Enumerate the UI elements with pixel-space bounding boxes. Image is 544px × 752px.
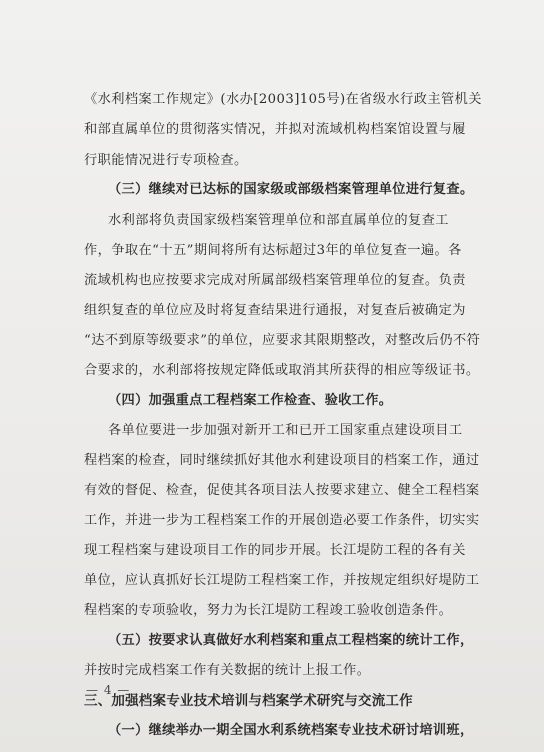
section-item-1: （一）继续举办一期全国水利系统档案专业技术研讨培训班，	[108, 723, 474, 738]
text-line: 程档案的检查，同时继续抓好其他水利建设项目的档案工作，通过	[84, 453, 480, 468]
text-line: 各单位要进一步加强对新开工和已开工国家重点建设项目工	[108, 423, 463, 438]
text-line: 现工程档案与建设项目工作的同步开展。长江堤防工程的各有关	[84, 543, 466, 558]
text-line: 和部直属单位的贯彻落实情况，并拟对流域机构档案馆设置与履	[84, 122, 466, 137]
section-heading: 三、加强档案专业技术培训与档案学术研究与交流工作	[84, 693, 413, 709]
text-line: 流域机构也应按要求完成对所属部级档案管理单位的复查。负责	[84, 273, 466, 288]
text-line: 程档案的专项验收，努力为长江堤防工程竣工验收创造条件。	[84, 603, 453, 618]
section-item-3: （三）继续对已达标的国家级或部级档案管理单位进行复查。	[108, 182, 474, 197]
text-line: 行职能情况进行专项检查。	[84, 153, 248, 168]
text-line: “达不到原等级要求”的单位，应要求其限期整改，对整改后仍不符	[84, 333, 481, 348]
text-line: 有效的督促、检查，促使其各项目法人按要求建立、健全工程档案	[84, 483, 480, 498]
text-line: 单位，应认真抓好长江堤防工程档案工作，并按规定组织好堤防工	[84, 573, 480, 588]
section-item-5: （五）按要求认真做好水利档案和重点工程档案的统计工作，	[108, 633, 474, 648]
text-line: 并按时完成档案工作有关数据的统计上报工作。	[84, 663, 371, 678]
page-number: — 4 —	[86, 683, 131, 697]
text-line: 合要求的，水利部将按规定降低或取消其所获得的相应等级证书。	[84, 363, 480, 378]
text-line: 《水利档案工作规定》(水办[2003]105号)在省级水行政主管机关	[84, 92, 482, 107]
text-line: 作，争取在“十五”期间将所有达标超过3年的单位复查一遍。各	[84, 243, 462, 258]
text-line: 水利部将负责国家级档案管理单位和部直属单位的复查工	[108, 213, 449, 228]
text-line: 工作，并进一步为工程档案工作的开展创造必要工作条件，切实实	[84, 513, 480, 528]
text-line: 组织复查的单位应及时将复查结果进行通报，对复查后被确定为	[84, 303, 466, 318]
section-item-4: （四）加强重点工程档案工作检查、验收工作。	[108, 393, 393, 408]
